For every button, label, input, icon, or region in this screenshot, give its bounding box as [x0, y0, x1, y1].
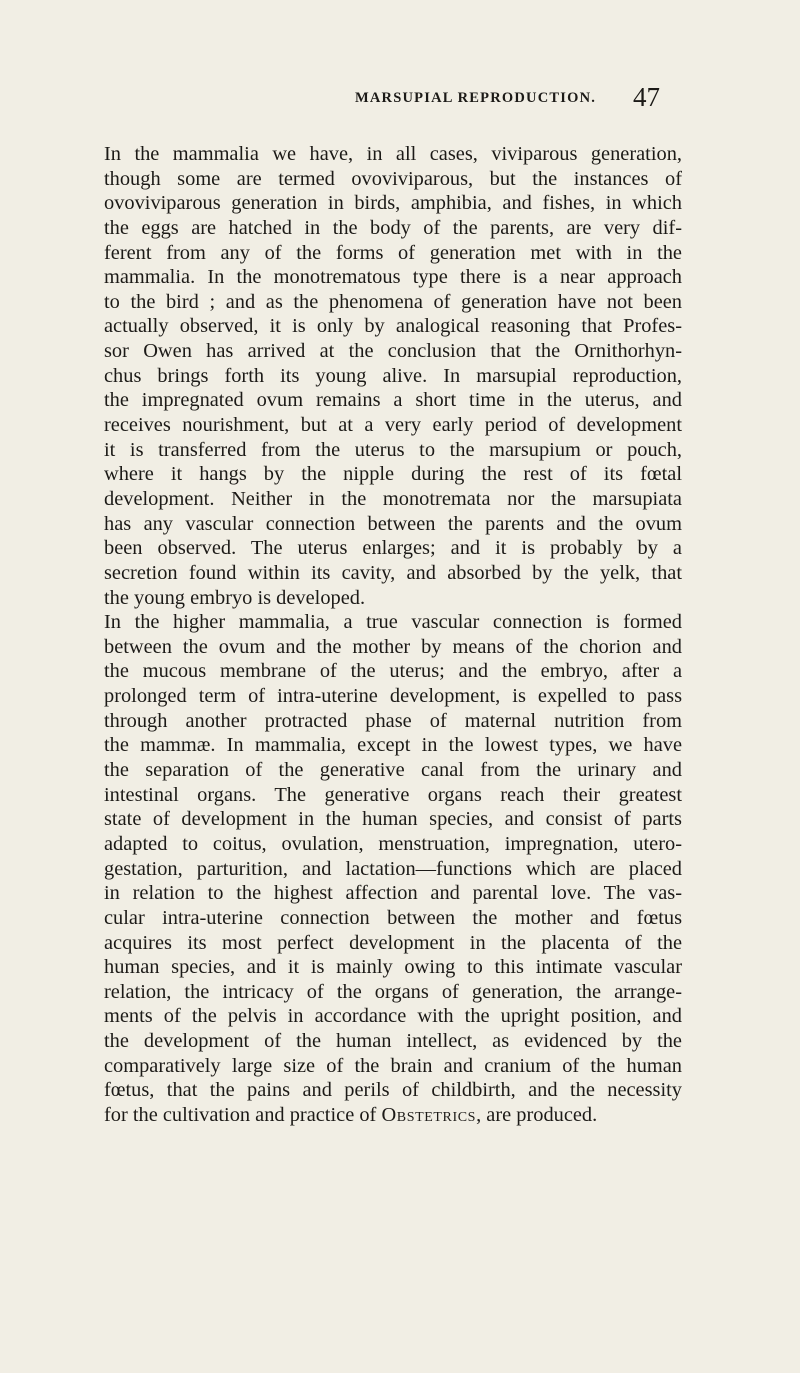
text-line: the separation of the generative canal from the urinary and: [104, 759, 682, 782]
text-line: human species, and it is mainly owing to this intimate vascular: [104, 956, 682, 979]
text-line: cular intra-uterine connection between the mother and fœtus: [104, 906, 682, 929]
text-line: prolonged term of intra-uterine development, is expelled to pass: [104, 685, 682, 708]
obstetrics-term: Obstetrics: [381, 1103, 477, 1126]
text-line: to the bird ; and as the phenomena of generation have not been: [104, 290, 682, 313]
text-line: In the higher mammalia, a true vascular connection is formed: [104, 611, 682, 634]
text-line: fœtus, that the pains and perils of childbirth, and the necessity: [104, 1079, 682, 1102]
text-line: comparatively large size of the brain and cranium of the human: [104, 1054, 682, 1077]
running-head: [0, 82, 800, 116]
final-line-start: for the cultivation and practice of: [104, 1103, 382, 1126]
text-line: gestation, parturition, and lactation—functions which are placed: [104, 857, 682, 880]
final-line-end: , are produced.: [476, 1103, 598, 1126]
text-line: chus brings forth its young alive. In marsupial reproduction,: [104, 364, 682, 387]
text-line: has any vascular connection between the parents and the ovum: [104, 512, 682, 535]
text-line: the impregnated ovum remains a short time in the uterus, and: [104, 389, 682, 412]
text-line: receives nourishment, but at a very early period of development: [104, 414, 682, 437]
text-line: it is transferred from the uterus to the marsupium or pouch,: [104, 438, 682, 461]
text-line: state of development in the human species, and consist of parts: [104, 808, 682, 831]
text-line: ferent from any of the forms of generation met with in the: [104, 241, 682, 264]
page-number: 47: [633, 82, 660, 112]
text-line: between the ovum and the mother by means of the chorion and: [104, 635, 682, 658]
text-line: relation, the intricacy of the organs of generation, the arrange-: [104, 980, 682, 1003]
text-line: adapted to coitus, ovulation, menstruation, impregnation, utero-: [104, 832, 682, 855]
final-text-line: [104, 1103, 682, 1128]
body-text: [104, 142, 682, 1128]
text-line: ments of the pelvis in accordance with the upright position, and: [104, 1005, 682, 1028]
text-line: the young embryo is developed.: [104, 586, 366, 609]
text-line: secretion found within its cavity, and absorbed by the yelk, that: [104, 561, 682, 584]
text-line: in relation to the highest affection and parental love. The vas-: [104, 882, 682, 905]
text-line: In the mammalia we have, in all cases, viviparous generation,: [104, 143, 682, 165]
text-line: actually observed, it is only by analogical reasoning that Profes-: [104, 315, 682, 338]
text-line: ovoviviparous generation in birds, amphibia, and fishes, in which: [104, 192, 682, 215]
text-line: mammalia. In the monotrematous type there is a near approach: [104, 266, 682, 289]
text-line: the mammæ. In mammalia, except in the lowest types, we have: [104, 734, 682, 757]
text-line: where it hangs by the nipple during the rest of its fœtal: [104, 463, 682, 486]
text-line: through another protracted phase of maternal nutrition from: [104, 709, 682, 732]
text-line: sor Owen has arrived at the conclusion that the Ornithorhyn-: [104, 340, 682, 363]
text-line: though some are termed ovoviviparous, but the instances of: [104, 167, 682, 190]
text-line: the eggs are hatched in the body of the parents, are very dif-: [104, 216, 682, 239]
text-line: the development of the human intellect, as evidenced by the: [104, 1030, 682, 1053]
text-line: development. Neither in the monotremata nor the marsupiata: [104, 487, 682, 510]
text-line: the mucous membrane of the uterus; and the embryo, after a: [104, 660, 682, 683]
text-line: intestinal organs. The generative organs reach their greatest: [104, 783, 682, 806]
text-line: been observed. The uterus enlarges; and it is probably by a: [104, 537, 682, 560]
text-line: acquires its most perfect development in the placenta of the: [104, 931, 682, 954]
running-title: MARSUPIAL REPRODUCTION.: [355, 90, 597, 106]
